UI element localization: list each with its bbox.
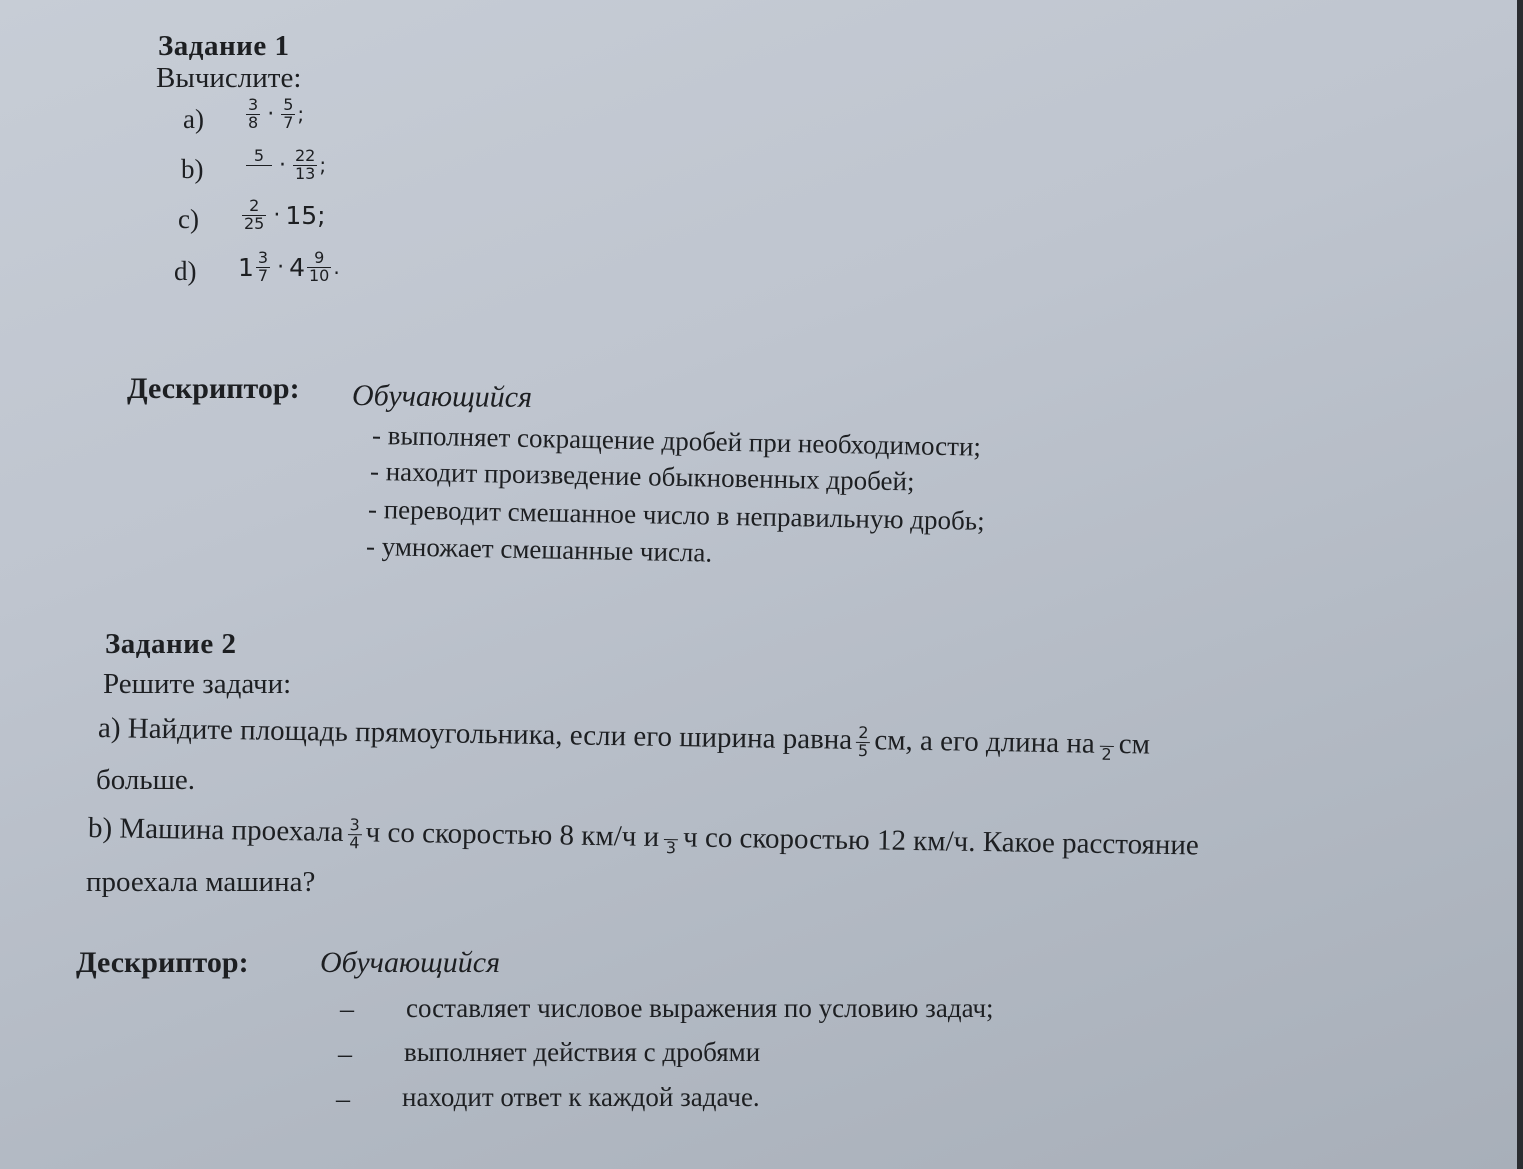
fraction (246, 97, 260, 132)
whole-number: 15; (285, 200, 326, 230)
multiply-sign: · (279, 152, 286, 178)
numerator: 2 (858, 722, 869, 743)
task2-problem-b-line1 (88, 812, 1199, 865)
descriptor2-heading: Дескриптор: (76, 946, 249, 979)
task1-title: Задание 1 (158, 30, 290, 62)
denominator: 3 (665, 838, 677, 858)
problem-text: b) Машина проехала (87, 812, 344, 849)
task1-item-b-expression (244, 148, 326, 183)
descriptor2-subheading: Обучающийся (320, 946, 501, 979)
descriptor2-item: выполняет действия с дробями (404, 1037, 761, 1067)
whole-part: 4 (289, 252, 305, 282)
denominator: 5 (857, 740, 869, 760)
numerator: 2 (249, 196, 260, 215)
fraction (1098, 729, 1115, 764)
numerator: 3 (248, 95, 259, 114)
problem-text: ч со скоростью 8 км/ч и (365, 816, 660, 853)
task1-item-c-expression (240, 198, 326, 233)
denominator: 7 (283, 112, 294, 132)
numerator: 5 (283, 95, 294, 114)
page-edge-shadow (1517, 0, 1523, 1169)
denominator: 25 (244, 213, 265, 233)
task1-item-c-label: c) (178, 204, 199, 234)
multiply-sign: · (267, 101, 275, 127)
numerator (663, 822, 679, 839)
whole-part: 1 (238, 252, 254, 282)
denominator (246, 165, 272, 183)
descriptor1-item: - умножает смешанные числа. (365, 531, 713, 568)
task1-intro: Вычислите: (156, 62, 302, 94)
descriptor1-heading: Дескриптор: (127, 372, 300, 405)
denominator: 2 (1101, 744, 1112, 764)
fraction (281, 97, 295, 132)
fraction (293, 148, 317, 183)
list-dash: – (340, 994, 354, 1025)
numerator: 22 (295, 146, 316, 166)
descriptor1-item: - находит произведение обыкновенных дробей; (369, 456, 915, 497)
denominator: 13 (295, 163, 316, 183)
task2-problem-a-line2: больше. (96, 764, 196, 796)
problem-text: а) Найдите площадь прямоугольника, если его ширина равна (97, 712, 853, 756)
list-dash: – (336, 1084, 350, 1115)
denominator: 4 (349, 832, 360, 853)
denominator: 10 (309, 265, 330, 285)
numerator: 5 (253, 146, 265, 165)
denominator: 7 (257, 265, 269, 285)
numerator: 3 (349, 815, 360, 835)
fraction (246, 148, 272, 183)
fraction (242, 198, 266, 233)
task1-item-a-expression (244, 97, 304, 132)
task1-item-d-expression (238, 250, 340, 285)
problem-text: см, а его длина на (874, 724, 1096, 760)
descriptor2-item: составляет числовое выражения по условию задач; (406, 993, 994, 1023)
terminator: ; (297, 102, 305, 127)
task1-item-a-label: a) (183, 104, 204, 134)
fraction (663, 822, 680, 857)
task2-problem-b-line2: проехала машина? (86, 866, 316, 898)
task2-intro: Решите задачи: (103, 668, 292, 700)
list-dash: – (338, 1039, 352, 1070)
denominator: 8 (248, 112, 259, 132)
multiply-sign: · (273, 202, 281, 228)
descriptor1-item: - выполняет сокращение дробей при необходимости; (371, 420, 982, 462)
fraction (307, 250, 331, 285)
task2-title: Задание 2 (105, 628, 237, 660)
descriptor1-item: - переводит смешанное число в неправильную дробь; (367, 494, 985, 536)
fraction (347, 817, 362, 852)
fraction (856, 722, 871, 760)
task1-item-b-label: b) (181, 154, 204, 184)
task1-item-d-label: d) (174, 256, 197, 286)
descriptor1-subheading: Обучающийся (351, 379, 533, 414)
terminator: ; (319, 153, 327, 178)
numerator (1099, 729, 1115, 746)
task2-problem-a-line1 (98, 712, 1151, 764)
terminator: . (333, 255, 340, 280)
multiply-sign: · (277, 254, 285, 280)
numerator: 3 (257, 248, 269, 267)
fraction (256, 250, 270, 285)
problem-text: см (1118, 728, 1151, 761)
descriptor2-item: находит ответ к каждой задаче. (402, 1082, 760, 1112)
numerator: 9 (314, 248, 325, 267)
problem-text: ч со скоростью 12 км/ч. Какое расстояние (682, 821, 1200, 862)
